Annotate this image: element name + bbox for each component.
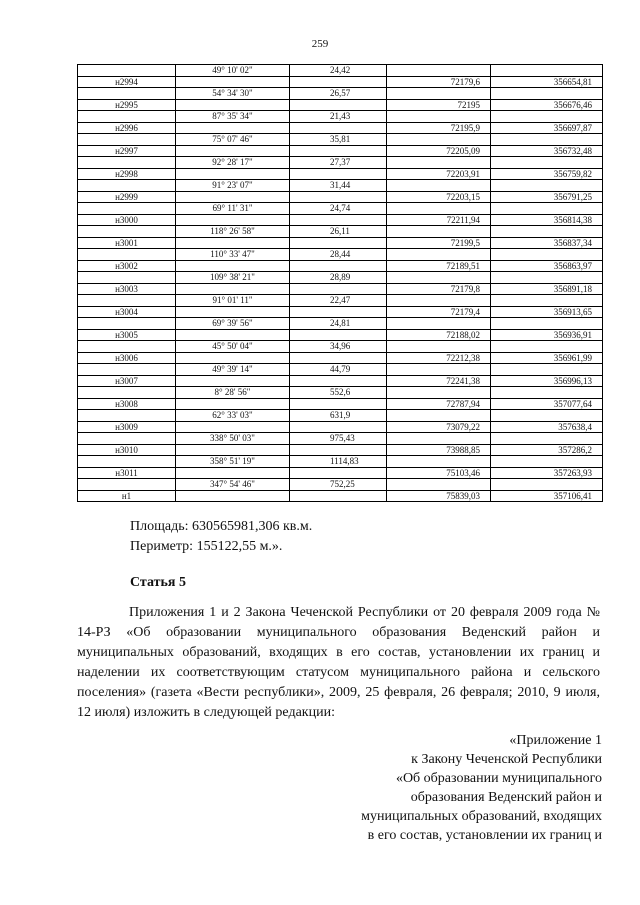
point-id-cell (78, 456, 176, 468)
point-id-cell (78, 157, 176, 169)
x-coordinate-cell (387, 410, 491, 422)
angle-cell (176, 421, 290, 433)
y-coordinate-cell (491, 134, 603, 146)
angle-cell (176, 122, 290, 134)
x-coordinate-cell (387, 341, 491, 353)
angle-cell: 69° 39' 56" (176, 318, 290, 330)
point-id-cell (78, 433, 176, 445)
x-coordinate-cell: 72203,91 (387, 168, 491, 180)
point-id-cell: н2999 (78, 191, 176, 203)
segment-row (78, 88, 603, 100)
point-row (78, 306, 603, 318)
distance-cell (290, 306, 387, 318)
y-coordinate-cell: 357286,2 (491, 444, 603, 456)
y-coordinate-cell: 357106,41 (491, 490, 603, 502)
segment-row (78, 410, 603, 422)
y-coordinate-cell: 356814,38 (491, 214, 603, 226)
x-coordinate-cell: 75103,46 (387, 467, 491, 479)
angle-cell (176, 237, 290, 249)
y-coordinate-cell: 357638,4 (491, 421, 603, 433)
y-coordinate-cell (491, 479, 603, 491)
angle-cell: 45° 50' 04" (176, 341, 290, 353)
x-coordinate-cell (387, 456, 491, 468)
distance-cell: 21,43 (290, 111, 387, 123)
segment-row (78, 203, 603, 215)
angle-cell (176, 214, 290, 226)
distance-cell: 24,74 (290, 203, 387, 215)
angle-cell (176, 375, 290, 387)
x-coordinate-cell: 72195,9 (387, 122, 491, 134)
y-coordinate-cell: 356837,34 (491, 237, 603, 249)
x-coordinate-cell (387, 226, 491, 238)
point-row (78, 329, 603, 341)
y-coordinate-cell (491, 295, 603, 307)
y-coordinate-cell (491, 410, 603, 422)
segment-row (78, 456, 603, 468)
y-coordinate-cell: 356697,87 (491, 122, 603, 134)
point-id-cell (78, 341, 176, 353)
point-id-cell: н2995 (78, 99, 176, 111)
y-coordinate-cell (491, 65, 603, 77)
point-id-cell: н3007 (78, 375, 176, 387)
segment-row (78, 111, 603, 123)
distance-cell (290, 490, 387, 502)
y-coordinate-cell (491, 433, 603, 445)
angle-cell: 92° 28' 17" (176, 157, 290, 169)
angle-cell: 118° 26' 58" (176, 226, 290, 238)
x-coordinate-cell: 72787,94 (387, 398, 491, 410)
segment-row (78, 226, 603, 238)
distance-cell (290, 467, 387, 479)
appendix-line: муниципальных образований, входящих (361, 809, 602, 824)
distance-cell (290, 398, 387, 410)
point-row (78, 283, 603, 295)
point-id-cell: н3000 (78, 214, 176, 226)
angle-cell (176, 467, 290, 479)
point-id-cell: н3003 (78, 283, 176, 295)
y-coordinate-cell: 356863,97 (491, 260, 603, 272)
x-coordinate-cell: 73988,85 (387, 444, 491, 456)
y-coordinate-cell: 357077,64 (491, 398, 603, 410)
appendix-line: в его состав, установлении их границ и (367, 828, 602, 843)
distance-cell (290, 444, 387, 456)
distance-cell (290, 122, 387, 134)
distance-cell: 44,79 (290, 364, 387, 376)
angle-cell (176, 398, 290, 410)
point-id-cell: н1 (78, 490, 176, 502)
angle-cell (176, 76, 290, 88)
distance-cell (290, 329, 387, 341)
angle-cell: 49° 39' 14" (176, 364, 290, 376)
point-row (78, 168, 603, 180)
segment-row (78, 65, 603, 77)
angle-cell: 69° 11' 31" (176, 203, 290, 215)
x-coordinate-cell: 72195 (387, 99, 491, 111)
y-coordinate-cell (491, 180, 603, 192)
distance-cell: 22,47 (290, 295, 387, 307)
segment-row (78, 433, 603, 445)
x-coordinate-cell: 72188,02 (387, 329, 491, 341)
angle-cell: 338° 50' 03" (176, 433, 290, 445)
article-title: Статья 5 (130, 575, 186, 590)
segment-row (78, 387, 603, 399)
point-row (78, 260, 603, 272)
y-coordinate-cell: 357263,93 (491, 467, 603, 479)
x-coordinate-cell (387, 203, 491, 215)
segment-row (78, 157, 603, 169)
segment-row (78, 134, 603, 146)
point-id-cell (78, 387, 176, 399)
x-coordinate-cell: 72212,38 (387, 352, 491, 364)
x-coordinate-cell (387, 111, 491, 123)
point-id-cell: н2996 (78, 122, 176, 134)
perimeter-text: Периметр: 155122,55 м.». (130, 539, 283, 554)
point-row (78, 122, 603, 134)
x-coordinate-cell: 73079,22 (387, 421, 491, 433)
x-coordinate-cell: 72179,6 (387, 76, 491, 88)
point-id-cell (78, 180, 176, 192)
distance-cell: 28,89 (290, 272, 387, 284)
y-coordinate-cell (491, 387, 603, 399)
x-coordinate-cell (387, 180, 491, 192)
distance-cell (290, 76, 387, 88)
distance-cell (290, 99, 387, 111)
appendix-line: «Об образовании муниципального (395, 771, 602, 786)
angle-cell: 49° 10' 02" (176, 65, 290, 77)
y-coordinate-cell: 356961,99 (491, 352, 603, 364)
distance-cell: 34,96 (290, 341, 387, 353)
angle-cell (176, 444, 290, 456)
point-row (78, 421, 603, 433)
angle-cell (176, 490, 290, 502)
distance-cell (290, 145, 387, 157)
distance-cell: 35,81 (290, 134, 387, 146)
angle-cell (176, 145, 290, 157)
y-coordinate-cell (491, 249, 603, 261)
appendix-header (272, 731, 602, 845)
segment-row (78, 364, 603, 376)
distance-cell: 752,25 (290, 479, 387, 491)
segment-row (78, 341, 603, 353)
segment-row (78, 272, 603, 284)
y-coordinate-cell: 356936,91 (491, 329, 603, 341)
y-coordinate-cell: 356891,18 (491, 283, 603, 295)
angle-cell: 8° 28' 56" (176, 387, 290, 399)
y-coordinate-cell (491, 203, 603, 215)
y-coordinate-cell (491, 88, 603, 100)
y-coordinate-cell (491, 157, 603, 169)
point-id-cell: н3009 (78, 421, 176, 433)
angle-cell (176, 99, 290, 111)
distance-cell (290, 168, 387, 180)
point-row (78, 237, 603, 249)
x-coordinate-cell: 75839,03 (387, 490, 491, 502)
point-id-cell: н2994 (78, 76, 176, 88)
distance-cell (290, 214, 387, 226)
point-id-cell (78, 134, 176, 146)
x-coordinate-cell: 72179,8 (387, 283, 491, 295)
point-id-cell (78, 364, 176, 376)
point-id-cell (78, 479, 176, 491)
point-row (78, 398, 603, 410)
point-id-cell: н3002 (78, 260, 176, 272)
x-coordinate-cell: 72179,4 (387, 306, 491, 318)
x-coordinate-cell (387, 295, 491, 307)
y-coordinate-cell: 356996,13 (491, 375, 603, 387)
area-text: Площадь: 630565981,306 кв.м. (130, 519, 313, 534)
distance-cell: 24,42 (290, 65, 387, 77)
coordinates-table-body (78, 65, 603, 502)
segment-row (78, 180, 603, 192)
y-coordinate-cell (491, 456, 603, 468)
point-row (78, 444, 603, 456)
point-id-cell (78, 318, 176, 330)
angle-cell: 54° 34' 30" (176, 88, 290, 100)
y-coordinate-cell (491, 111, 603, 123)
y-coordinate-cell (491, 226, 603, 238)
distance-cell: 26,57 (290, 88, 387, 100)
distance-cell: 1114,83 (290, 456, 387, 468)
point-id-cell (78, 295, 176, 307)
distance-cell: 31,44 (290, 180, 387, 192)
angle-cell: 109° 38' 21" (176, 272, 290, 284)
angle-cell: 87° 35' 34" (176, 111, 290, 123)
appendix-line: к Закону Чеченской Республики (411, 752, 602, 767)
point-row (78, 352, 603, 364)
coordinates-table (77, 64, 603, 502)
point-id-cell: н2997 (78, 145, 176, 157)
point-row (78, 467, 603, 479)
point-id-cell: н3008 (78, 398, 176, 410)
article-body: Приложения 1 и 2 Закона Чеченской Республики от 20 февраля 2009 года № 14-РЗ «Об образовании муниципального образования Веденский район и муниципальных образований, входящих в его состав, установлении их границ и наделении их соответствующим статусом муниципального района и сельского поселения» (газета «Вести республики», 2009, 25 февраля, 26 февраля; 2010, 9 июля, 12 июля) изложить в следующей редакции: (77, 605, 600, 720)
point-row (78, 375, 603, 387)
point-id-cell (78, 111, 176, 123)
distance-cell (290, 191, 387, 203)
angle-cell (176, 306, 290, 318)
distance-cell: 24,81 (290, 318, 387, 330)
y-coordinate-cell (491, 318, 603, 330)
point-row (78, 214, 603, 226)
x-coordinate-cell (387, 433, 491, 445)
x-coordinate-cell (387, 387, 491, 399)
angle-cell (176, 329, 290, 341)
y-coordinate-cell (491, 341, 603, 353)
distance-cell: 552,6 (290, 387, 387, 399)
point-row (78, 76, 603, 88)
x-coordinate-cell: 72241,38 (387, 375, 491, 387)
point-id-cell: н3010 (78, 444, 176, 456)
x-coordinate-cell (387, 88, 491, 100)
distance-cell (290, 283, 387, 295)
point-id-cell (78, 88, 176, 100)
point-id-cell: н3004 (78, 306, 176, 318)
point-row (78, 490, 603, 502)
x-coordinate-cell (387, 318, 491, 330)
point-id-cell (78, 249, 176, 261)
angle-cell: 347° 54' 46" (176, 479, 290, 491)
point-row (78, 145, 603, 157)
angle-cell (176, 191, 290, 203)
y-coordinate-cell: 356759,82 (491, 168, 603, 180)
y-coordinate-cell: 356676,46 (491, 99, 603, 111)
x-coordinate-cell: 72205,09 (387, 145, 491, 157)
angle-cell (176, 260, 290, 272)
angle-cell (176, 352, 290, 364)
distance-cell: 975,43 (290, 433, 387, 445)
angle-cell (176, 168, 290, 180)
page-number: 259 (311, 38, 329, 50)
distance-cell: 26,11 (290, 226, 387, 238)
distance-cell: 631,9 (290, 410, 387, 422)
point-id-cell: н3001 (78, 237, 176, 249)
segment-row (78, 318, 603, 330)
x-coordinate-cell: 72203,15 (387, 191, 491, 203)
distance-cell (290, 237, 387, 249)
angle-cell: 75° 07' 46" (176, 134, 290, 146)
point-id-cell: н2998 (78, 168, 176, 180)
x-coordinate-cell: 72189,51 (387, 260, 491, 272)
segment-row (78, 295, 603, 307)
point-id-cell: н3005 (78, 329, 176, 341)
point-id-cell (78, 203, 176, 215)
y-coordinate-cell (491, 364, 603, 376)
y-coordinate-cell: 356791,25 (491, 191, 603, 203)
x-coordinate-cell (387, 65, 491, 77)
point-id-cell (78, 226, 176, 238)
distance-cell: 27,37 (290, 157, 387, 169)
distance-cell (290, 421, 387, 433)
x-coordinate-cell (387, 272, 491, 284)
segment-row (78, 249, 603, 261)
appendix-line: образования Веденский район и (410, 790, 602, 805)
distance-cell: 28,44 (290, 249, 387, 261)
y-coordinate-cell (491, 272, 603, 284)
x-coordinate-cell (387, 157, 491, 169)
x-coordinate-cell (387, 479, 491, 491)
angle-cell: 358° 51' 19" (176, 456, 290, 468)
appendix-line: «Приложение 1 (509, 733, 602, 748)
x-coordinate-cell (387, 364, 491, 376)
point-id-cell (78, 410, 176, 422)
angle-cell: 110° 33' 47" (176, 249, 290, 261)
y-coordinate-cell: 356732,48 (491, 145, 603, 157)
point-row (78, 99, 603, 111)
x-coordinate-cell (387, 249, 491, 261)
angle-cell: 91° 23' 07" (176, 180, 290, 192)
point-id-cell: н3006 (78, 352, 176, 364)
y-coordinate-cell: 356654,81 (491, 76, 603, 88)
angle-cell: 62° 33' 03" (176, 410, 290, 422)
x-coordinate-cell: 72199,5 (387, 237, 491, 249)
distance-cell (290, 352, 387, 364)
point-id-cell: н3011 (78, 467, 176, 479)
point-id-cell (78, 65, 176, 77)
x-coordinate-cell (387, 134, 491, 146)
distance-cell (290, 260, 387, 272)
y-coordinate-cell: 356913,65 (491, 306, 603, 318)
distance-cell (290, 375, 387, 387)
point-id-cell (78, 272, 176, 284)
angle-cell (176, 283, 290, 295)
angle-cell: 91° 01' 11" (176, 295, 290, 307)
segment-row (78, 479, 603, 491)
x-coordinate-cell: 72211,94 (387, 214, 491, 226)
point-row (78, 191, 603, 203)
